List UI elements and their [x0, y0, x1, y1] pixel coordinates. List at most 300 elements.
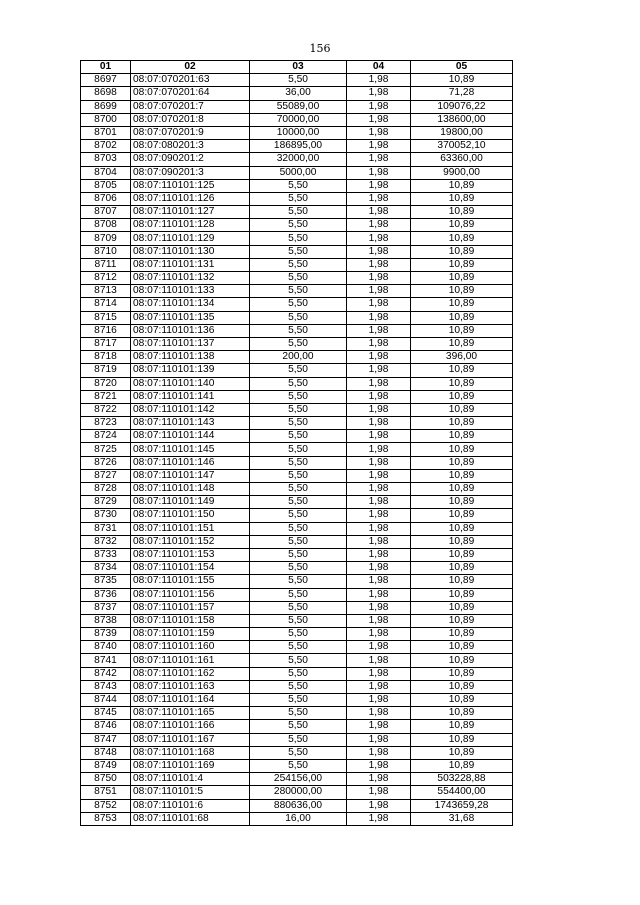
table-cell: 08:07:090201:3: [131, 166, 250, 179]
table-cell: 5,50: [250, 707, 347, 720]
table-cell: 1,98: [347, 509, 411, 522]
table-cell: 8716: [81, 324, 131, 337]
column-header: 04: [347, 61, 411, 74]
table-cell: 503228,88: [411, 773, 513, 786]
table-row: [81, 733, 513, 746]
table-cell: 5,50: [250, 179, 347, 192]
table-cell: 8753: [81, 812, 131, 825]
table-cell: 08:07:110101:161: [131, 654, 250, 667]
table-cell: 08:07:110101:136: [131, 324, 250, 337]
table-cell: 1,98: [347, 469, 411, 482]
table-cell: 08:07:110101:142: [131, 403, 250, 416]
table-cell: 8706: [81, 192, 131, 205]
table-cell: 8719: [81, 364, 131, 377]
table-cell: 5,50: [250, 364, 347, 377]
table-row: [81, 496, 513, 509]
table-row: [81, 245, 513, 258]
table-cell: 08:07:110101:152: [131, 535, 250, 548]
table-cell: 63360,00: [411, 153, 513, 166]
table-cell: 08:07:110101:164: [131, 694, 250, 707]
table-cell: 8701: [81, 126, 131, 139]
table-row: [81, 113, 513, 126]
table-cell: 5,50: [250, 232, 347, 245]
table-cell: 5,50: [250, 694, 347, 707]
table-row: [81, 166, 513, 179]
table-cell: 1,98: [347, 799, 411, 812]
table-cell: 08:07:110101:133: [131, 285, 250, 298]
table-cell: 10,89: [411, 746, 513, 759]
table-cell: 08:07:110101:144: [131, 430, 250, 443]
table-cell: 10,89: [411, 680, 513, 693]
table-cell: 32000,00: [250, 153, 347, 166]
table-row: [81, 74, 513, 87]
table-cell: 5,50: [250, 390, 347, 403]
table-cell: 10,89: [411, 496, 513, 509]
table-cell: 08:07:110101:160: [131, 641, 250, 654]
table-cell: 5,50: [250, 245, 347, 258]
table-cell: 10,89: [411, 272, 513, 285]
table-row: [81, 140, 513, 153]
table-cell: 10,89: [411, 337, 513, 350]
table-cell: 08:07:110101:140: [131, 377, 250, 390]
table-cell: 10,89: [411, 403, 513, 416]
table-cell: 08:07:110101:137: [131, 337, 250, 350]
table-row: [81, 614, 513, 627]
table-row: [81, 694, 513, 707]
table-row: [81, 469, 513, 482]
table-cell: 10,89: [411, 364, 513, 377]
table-cell: 1,98: [347, 680, 411, 693]
table-cell: 8748: [81, 746, 131, 759]
table-row: [81, 311, 513, 324]
table-cell: 8708: [81, 219, 131, 232]
table-cell: 1,98: [347, 773, 411, 786]
table-row: [81, 601, 513, 614]
table-cell: 08:07:110101:162: [131, 667, 250, 680]
table-cell: 10,89: [411, 509, 513, 522]
table-cell: 8714: [81, 298, 131, 311]
table-cell: 08:07:110101:141: [131, 390, 250, 403]
table-cell: 8738: [81, 614, 131, 627]
table-cell: 1,98: [347, 443, 411, 456]
table-cell: 5,50: [250, 74, 347, 87]
table-cell: 8703: [81, 153, 131, 166]
column-header: 05: [411, 61, 513, 74]
table-row: [81, 667, 513, 680]
table-cell: 1,98: [347, 390, 411, 403]
table-cell: 8752: [81, 799, 131, 812]
table-row: [81, 100, 513, 113]
table-row: [81, 522, 513, 535]
table-cell: 1,98: [347, 601, 411, 614]
table-cell: 1,98: [347, 245, 411, 258]
table-cell: 08:07:110101:159: [131, 628, 250, 641]
table-cell: 10,89: [411, 694, 513, 707]
table-cell: 5,50: [250, 509, 347, 522]
table-row: [81, 298, 513, 311]
table-cell: 08:07:110101:148: [131, 483, 250, 496]
table-cell: 1,98: [347, 324, 411, 337]
table-cell: 1,98: [347, 87, 411, 100]
column-header: 03: [250, 61, 347, 74]
table-cell: 08:07:110101:6: [131, 799, 250, 812]
table-cell: 10,89: [411, 720, 513, 733]
table-row: [81, 680, 513, 693]
table-cell: 138600,00: [411, 113, 513, 126]
table-row: [81, 575, 513, 588]
table-cell: 8733: [81, 548, 131, 561]
table-cell: 5,50: [250, 535, 347, 548]
table-cell: 5,50: [250, 601, 347, 614]
table-cell: 10,89: [411, 483, 513, 496]
table-cell: 1,98: [347, 641, 411, 654]
table-cell: 08:07:110101:168: [131, 746, 250, 759]
table-cell: 08:07:110101:4: [131, 773, 250, 786]
table-cell: 8745: [81, 707, 131, 720]
table-cell: 08:07:110101:132: [131, 272, 250, 285]
table-cell: 10,89: [411, 219, 513, 232]
table-cell: 1,98: [347, 192, 411, 205]
table-cell: 10,89: [411, 641, 513, 654]
table-cell: 8715: [81, 311, 131, 324]
table-row: [81, 562, 513, 575]
table-cell: 8711: [81, 258, 131, 271]
table-row: [81, 351, 513, 364]
table-row: [81, 206, 513, 219]
table-cell: 10,89: [411, 456, 513, 469]
table-row: [81, 628, 513, 641]
table-cell: 08:07:110101:155: [131, 575, 250, 588]
table-cell: 10,89: [411, 285, 513, 298]
table-cell: 70000,00: [250, 113, 347, 126]
table-cell: 5,50: [250, 667, 347, 680]
table-row: [81, 153, 513, 166]
table-cell: 08:07:070201:9: [131, 126, 250, 139]
table-cell: 10,89: [411, 535, 513, 548]
table-cell: 8734: [81, 562, 131, 575]
table-cell: 08:07:110101:146: [131, 456, 250, 469]
table-cell: 5,50: [250, 641, 347, 654]
table-cell: 5,50: [250, 219, 347, 232]
table-cell: 10,89: [411, 192, 513, 205]
table-cell: 186895,00: [250, 140, 347, 153]
table-row: [81, 641, 513, 654]
table-cell: 1,98: [347, 364, 411, 377]
table-cell: 5,50: [250, 456, 347, 469]
table-row: [81, 720, 513, 733]
table-cell: 8702: [81, 140, 131, 153]
table-cell: 880636,00: [250, 799, 347, 812]
table-cell: 5,50: [250, 377, 347, 390]
table-row: [81, 219, 513, 232]
table-row: [81, 773, 513, 786]
table-cell: 1,98: [347, 377, 411, 390]
table-cell: 554400,00: [411, 786, 513, 799]
table-cell: 8700: [81, 113, 131, 126]
table-cell: 8722: [81, 403, 131, 416]
table-cell: 10,89: [411, 430, 513, 443]
table-cell: 1,98: [347, 430, 411, 443]
table-cell: 5,50: [250, 324, 347, 337]
table-cell: 08:07:110101:157: [131, 601, 250, 614]
table-cell: 8730: [81, 509, 131, 522]
table-cell: 10,89: [411, 377, 513, 390]
table-cell: 8744: [81, 694, 131, 707]
table-cell: 31,68: [411, 812, 513, 825]
table-row: [81, 707, 513, 720]
table-cell: 10,89: [411, 258, 513, 271]
table-cell: 1,98: [347, 812, 411, 825]
table-row: [81, 654, 513, 667]
table-cell: 5,50: [250, 680, 347, 693]
table-cell: 8743: [81, 680, 131, 693]
table-cell: 1,98: [347, 417, 411, 430]
table-cell: 5,50: [250, 469, 347, 482]
table-cell: 08:07:110101:127: [131, 206, 250, 219]
table-cell: 10,89: [411, 614, 513, 627]
table-cell: 08:07:110101:153: [131, 548, 250, 561]
table-cell: 5,50: [250, 285, 347, 298]
table-cell: 08:07:070201:63: [131, 74, 250, 87]
table-cell: 1,98: [347, 206, 411, 219]
table-cell: 1,98: [347, 285, 411, 298]
table-cell: 8707: [81, 206, 131, 219]
table-cell: 8699: [81, 100, 131, 113]
column-header: 02: [131, 61, 250, 74]
table-row: [81, 483, 513, 496]
table-cell: 10,89: [411, 522, 513, 535]
table-cell: 8709: [81, 232, 131, 245]
table-cell: 1,98: [347, 667, 411, 680]
table-row: [81, 746, 513, 759]
table-cell: 08:07:110101:131: [131, 258, 250, 271]
table-cell: 1,98: [347, 126, 411, 139]
table-row: [81, 377, 513, 390]
table-cell: 10,89: [411, 759, 513, 772]
table-cell: 8725: [81, 443, 131, 456]
table-cell: 1,98: [347, 311, 411, 324]
page-number: 156: [309, 42, 331, 55]
table-row: [81, 799, 513, 812]
table-cell: 08:07:110101:150: [131, 509, 250, 522]
table-cell: 1,98: [347, 496, 411, 509]
table-cell: 5,50: [250, 562, 347, 575]
table-cell: 1,98: [347, 694, 411, 707]
table-cell: 396,00: [411, 351, 513, 364]
table-cell: 08:07:110101:149: [131, 496, 250, 509]
table-cell: 08:07:070201:8: [131, 113, 250, 126]
table-cell: 5,50: [250, 614, 347, 627]
table-cell: 5,50: [250, 654, 347, 667]
table-row: [81, 786, 513, 799]
table-cell: 1,98: [347, 654, 411, 667]
table-cell: 5,50: [250, 746, 347, 759]
table-cell: 10,89: [411, 733, 513, 746]
table-cell: 1,98: [347, 720, 411, 733]
table-cell: 1,98: [347, 298, 411, 311]
table-cell: 1,98: [347, 628, 411, 641]
table-cell: 8721: [81, 390, 131, 403]
table-cell: 71,28: [411, 87, 513, 100]
table-cell: 8741: [81, 654, 131, 667]
table-cell: 08:07:110101:139: [131, 364, 250, 377]
table-cell: 1,98: [347, 588, 411, 601]
table-cell: 10,89: [411, 206, 513, 219]
table-cell: 08:07:110101:5: [131, 786, 250, 799]
table-row: [81, 179, 513, 192]
table-cell: 9900,00: [411, 166, 513, 179]
table-cell: 5,50: [250, 575, 347, 588]
header-row: [81, 61, 513, 74]
table-cell: 8718: [81, 351, 131, 364]
table-cell: 8729: [81, 496, 131, 509]
table-cell: 1,98: [347, 786, 411, 799]
table-cell: 08:07:110101:134: [131, 298, 250, 311]
table-cell: 08:07:110101:143: [131, 417, 250, 430]
data-table: [80, 60, 513, 826]
table-cell: 16,00: [250, 812, 347, 825]
table-cell: 5,50: [250, 483, 347, 496]
table-cell: 08:07:110101:138: [131, 351, 250, 364]
table-cell: 5,50: [250, 588, 347, 601]
table-cell: 10,89: [411, 390, 513, 403]
table-cell: 08:07:110101:135: [131, 311, 250, 324]
table-cell: 1,98: [347, 153, 411, 166]
table-cell: 200,00: [250, 351, 347, 364]
table-cell: 08:07:110101:125: [131, 179, 250, 192]
table-cell: 8736: [81, 588, 131, 601]
table-cell: 109076,22: [411, 100, 513, 113]
table-cell: 1,98: [347, 575, 411, 588]
table-cell: 1,98: [347, 483, 411, 496]
table-cell: 5,50: [250, 548, 347, 561]
table-row: [81, 324, 513, 337]
table-cell: 08:07:110101:158: [131, 614, 250, 627]
table-cell: 1,98: [347, 219, 411, 232]
table-row: [81, 126, 513, 139]
table-cell: 08:07:110101:147: [131, 469, 250, 482]
table-row: [81, 232, 513, 245]
table-cell: 1,98: [347, 562, 411, 575]
table-cell: 08:07:110101:151: [131, 522, 250, 535]
table-cell: 5,50: [250, 192, 347, 205]
table-cell: 8739: [81, 628, 131, 641]
column-header: 01: [81, 61, 131, 74]
table-cell: 08:07:070201:64: [131, 87, 250, 100]
table-cell: 8727: [81, 469, 131, 482]
table-cell: 5,50: [250, 720, 347, 733]
table-cell: 10,89: [411, 311, 513, 324]
table-cell: 8747: [81, 733, 131, 746]
table-cell: 1,98: [347, 759, 411, 772]
table-cell: 10,89: [411, 601, 513, 614]
table-cell: 10,89: [411, 562, 513, 575]
table-cell: 8749: [81, 759, 131, 772]
table-cell: 08:07:110101:167: [131, 733, 250, 746]
table-cell: 10,89: [411, 443, 513, 456]
table-cell: 8712: [81, 272, 131, 285]
table-cell: 10,89: [411, 74, 513, 87]
table-row: [81, 430, 513, 443]
table-cell: 10,89: [411, 232, 513, 245]
table-cell: 1,98: [347, 74, 411, 87]
table-cell: 8732: [81, 535, 131, 548]
table-cell: 8697: [81, 74, 131, 87]
table-cell: 10,89: [411, 179, 513, 192]
table-cell: 1743659,28: [411, 799, 513, 812]
table-cell: 5,50: [250, 311, 347, 324]
table-cell: 10,89: [411, 245, 513, 258]
table-cell: 10000,00: [250, 126, 347, 139]
table-cell: 5,50: [250, 733, 347, 746]
table-cell: 1,98: [347, 403, 411, 416]
table-cell: 08:07:110101:126: [131, 192, 250, 205]
table-cell: 08:07:110101:163: [131, 680, 250, 693]
table-cell: 5,50: [250, 403, 347, 416]
table-cell: 1,98: [347, 614, 411, 627]
table-row: [81, 192, 513, 205]
table-cell: 8724: [81, 430, 131, 443]
table-cell: 8737: [81, 601, 131, 614]
table-cell: 1,98: [347, 179, 411, 192]
table-cell: 1,98: [347, 522, 411, 535]
table-cell: 280000,00: [250, 786, 347, 799]
table-cell: 1,98: [347, 232, 411, 245]
table-cell: 8742: [81, 667, 131, 680]
table-cell: 10,89: [411, 298, 513, 311]
table-cell: 8720: [81, 377, 131, 390]
table-cell: 08:07:110101:68: [131, 812, 250, 825]
table-cell: 5,50: [250, 496, 347, 509]
table-cell: 254156,00: [250, 773, 347, 786]
table-cell: 08:07:110101:169: [131, 759, 250, 772]
table-row: [81, 588, 513, 601]
table-row: [81, 759, 513, 772]
table-cell: 8710: [81, 245, 131, 258]
table-cell: 8705: [81, 179, 131, 192]
table-cell: 10,89: [411, 548, 513, 561]
table-cell: 10,89: [411, 324, 513, 337]
table-cell: 1,98: [347, 113, 411, 126]
table-row: [81, 87, 513, 100]
table-row: [81, 812, 513, 825]
table-cell: 8723: [81, 417, 131, 430]
table-cell: 5,50: [250, 272, 347, 285]
table-cell: 5,50: [250, 206, 347, 219]
table-cell: 1,98: [347, 272, 411, 285]
table-row: [81, 443, 513, 456]
table-cell: 08:07:110101:128: [131, 219, 250, 232]
table-cell: 55089,00: [250, 100, 347, 113]
table-row: [81, 272, 513, 285]
table-cell: 8731: [81, 522, 131, 535]
table-cell: 8726: [81, 456, 131, 469]
table-cell: 08:07:110101:130: [131, 245, 250, 258]
table-cell: 08:07:110101:154: [131, 562, 250, 575]
table-cell: 1,98: [347, 140, 411, 153]
table-cell: 5,50: [250, 628, 347, 641]
table-cell: 5,50: [250, 430, 347, 443]
table-cell: 08:07:080201:3: [131, 140, 250, 153]
table-cell: 5,50: [250, 759, 347, 772]
table-body: [81, 74, 513, 826]
table-cell: 5,50: [250, 258, 347, 271]
table-cell: 5,50: [250, 443, 347, 456]
table-row: [81, 509, 513, 522]
table-row: [81, 364, 513, 377]
table-cell: 8728: [81, 483, 131, 496]
table-cell: 8704: [81, 166, 131, 179]
